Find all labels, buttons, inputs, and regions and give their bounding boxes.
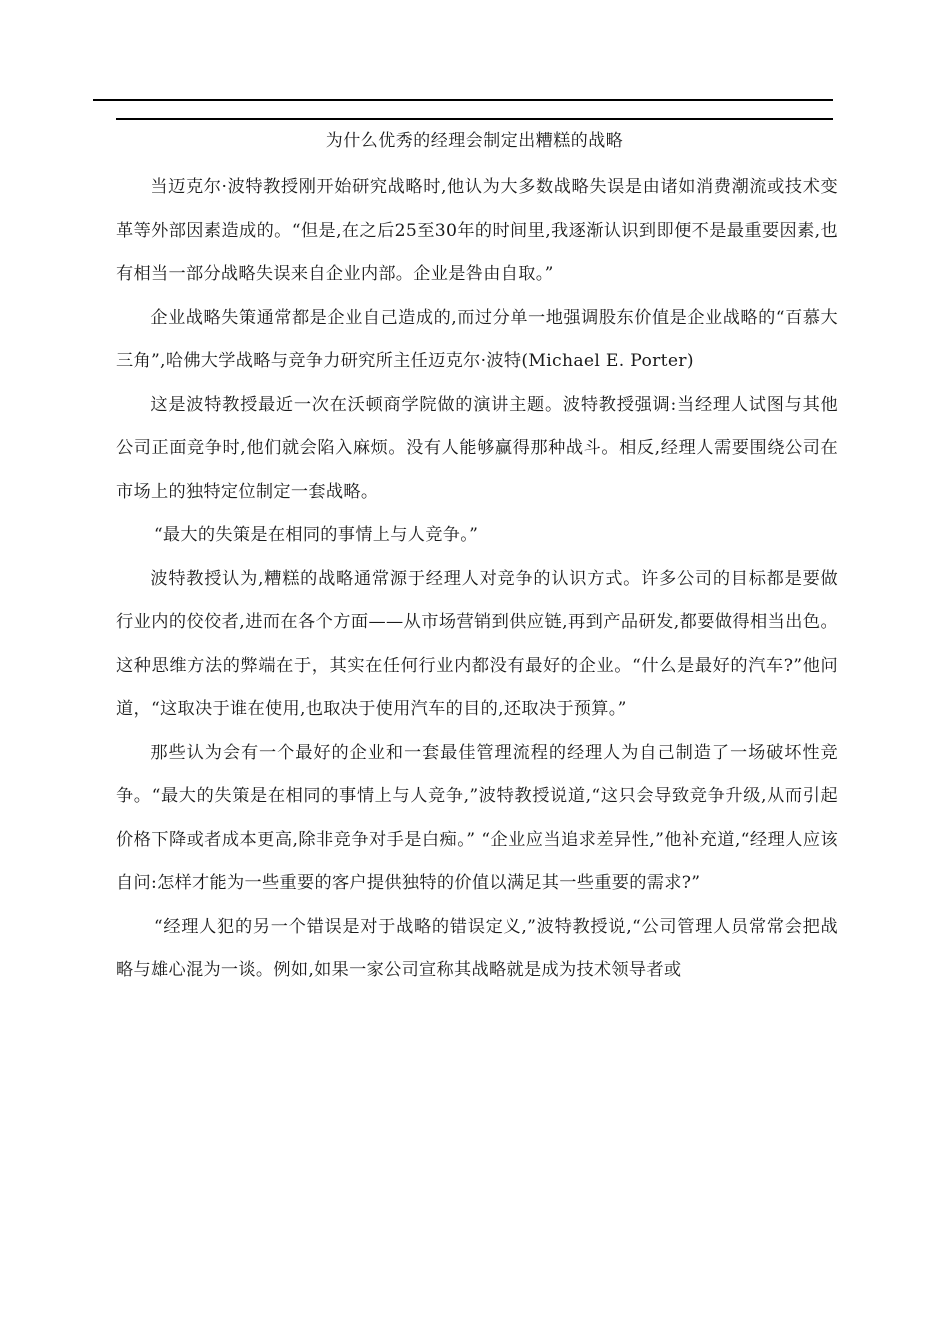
paragraph-5: 波特教授认为,糟糕的战略通常源于经理人对竞争的认识方式。许多公司的目标都是要做行业内的佼佼者,进而在各个方面——从市场营销到供应链,再到产品研发,都要做得相当出色。这种思维方法的弊端在于，其实在任何行业内都没有最好的企业。“什么是最好的汽车?”他问道，“这取决于谁在使用,也取决于使用汽车的目的,还取决于预算。” bbox=[116, 568, 838, 719]
paragraph-1: 当迈克尔·波特教授刚开始研究战略时,他认为大多数战略失误是由诸如消费潮流或技术变革等外部因素造成的。“但是,在之后25至30年的时间里,我逐渐认识到即便不是最重要因素,也有相当一部分战略失误来自企业内部。企业是咎由自取。” bbox=[116, 177, 838, 284]
paragraph-4-quote: “最大的失策是在相同的事情上与人竞争。” bbox=[153, 525, 479, 545]
document-body bbox=[116, 166, 838, 993]
paragraph-6: 那些认为会有一个最好的企业和一套最佳管理流程的经理人为自己制造了一场破坏性竞争。“最大的失策是在相同的事情上与人竞争,”波特教授说道,“这只会导致竞争升级,从而引起价格下降或者成本更高,除非竞争对手是白痴。” “企业应当追求差异性,”他补充道,“经理人应该自问:怎样才能为一些重要的客户提供独特的价值以满足其一些重要的需求?” bbox=[116, 742, 838, 893]
document-title: 为什么优秀的经理会制定出糟糕的战略 bbox=[325, 131, 624, 151]
paragraph-7: “经理人犯的另一个错误是对于战略的错误定义,”波特教授说,“公司管理人员常常会把战略与雄心混为一谈。例如,如果一家公司宣称其战略就是成为技术领导者或 bbox=[116, 916, 838, 980]
paragraph-2: 企业战略失策通常都是企业自己造成的,而过分单一地强调股东价值是企业战略的“百慕大三角”,哈佛大学战略与竞争力研究所主任迈克尔·波特(Michael E. Porter) bbox=[116, 307, 838, 371]
paragraph-3: 这是波特教授最近一次在沃顿商学院做的演讲主题。波特教授强调:当经理人试图与其他公司正面竞争时,他们就会陷入麻烦。没有人能够赢得那种战斗。相反,经理人需要围绕公司在市场上的独特定位制定一套战略。 bbox=[116, 394, 838, 502]
header-rule-top bbox=[93, 99, 833, 101]
header-rule-bottom bbox=[116, 118, 833, 120]
